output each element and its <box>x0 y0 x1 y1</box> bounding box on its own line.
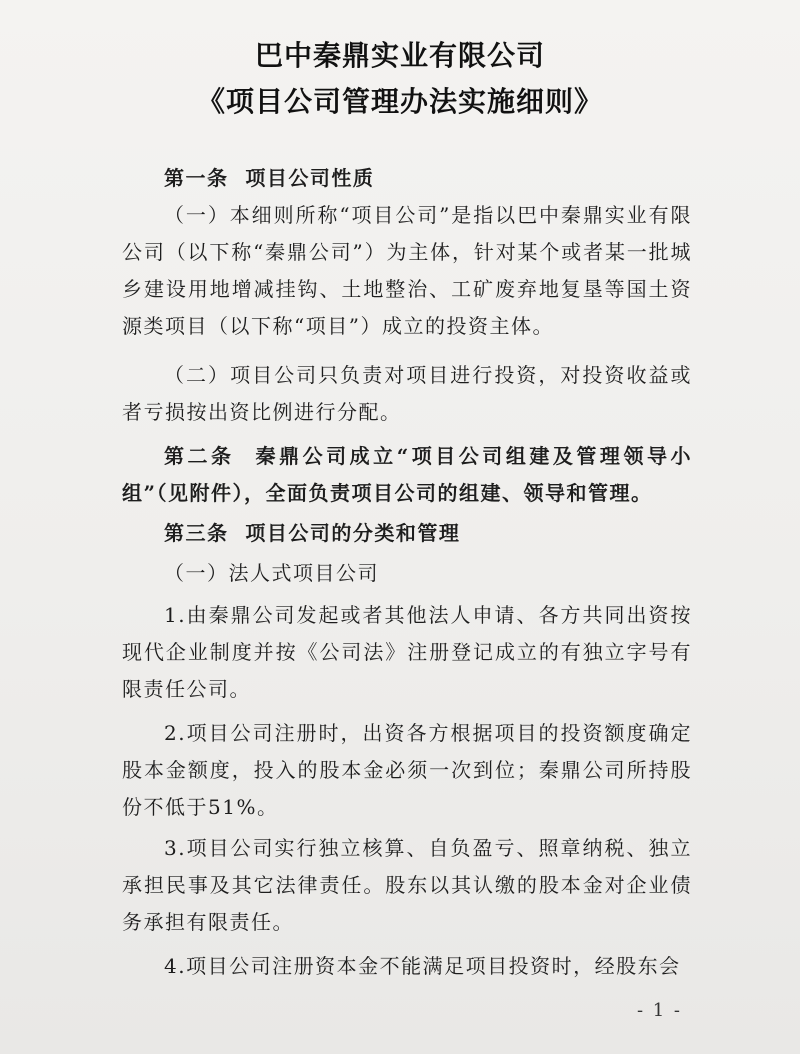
list-item-3: 3.项目公司实行独立核算、自负盈亏、照章纳税、独立承担民事及其它法律责任。股东以其认缴的股本金对企业债务承担有限责任。 <box>122 836 692 934</box>
subsection-title: （一）法人式项目公司 <box>164 561 379 585</box>
article3-heading: 第三条 项目公司的分类和管理 <box>164 521 461 545</box>
document-title: 《项目公司管理办法实施细则》 <box>196 85 603 118</box>
list-item-4: 4.项目公司注册资本金不能满足项目投资时，经股东会 <box>164 954 681 978</box>
article2: 第二条 秦鼎公司成立“项目公司组建及管理领导小组”（见附件），全面负责项目公司的组建、领导和管理。 <box>122 444 692 505</box>
list-item-2: 2.项目公司注册时，出资各方根据项目的投资额度确定股本金额度，投入的股本金必须一次到位；秦鼎公司所持股份不低于51%。 <box>122 721 692 819</box>
page-number: - 1 - <box>636 1000 682 1021</box>
article1-heading: 第一条 项目公司性质 <box>164 166 375 190</box>
company-title: 巴中秦鼎实业有限公司 <box>254 39 545 72</box>
paragraph-1: （一）本细则所称“项目公司”是指以巴中秦鼎实业有限公司（以下称“秦鼎公司”）为主体，针对某个或者某一批城乡建设用地增减挂钩、土地整治、工矿废弃地复垦等国土资源类项目（以下称“项目”）成立的投资主体。 <box>122 203 692 338</box>
list-item-1: 1.由秦鼎公司发起或者其他法人申请、各方共同出资按现代企业制度并按《公司法》注册登记成立的有独立字号有限责任公司。 <box>122 603 692 701</box>
paragraph-2: （二）项目公司只负责对项目进行投资，对投资收益或者亏损按出资比例进行分配。 <box>122 363 692 424</box>
